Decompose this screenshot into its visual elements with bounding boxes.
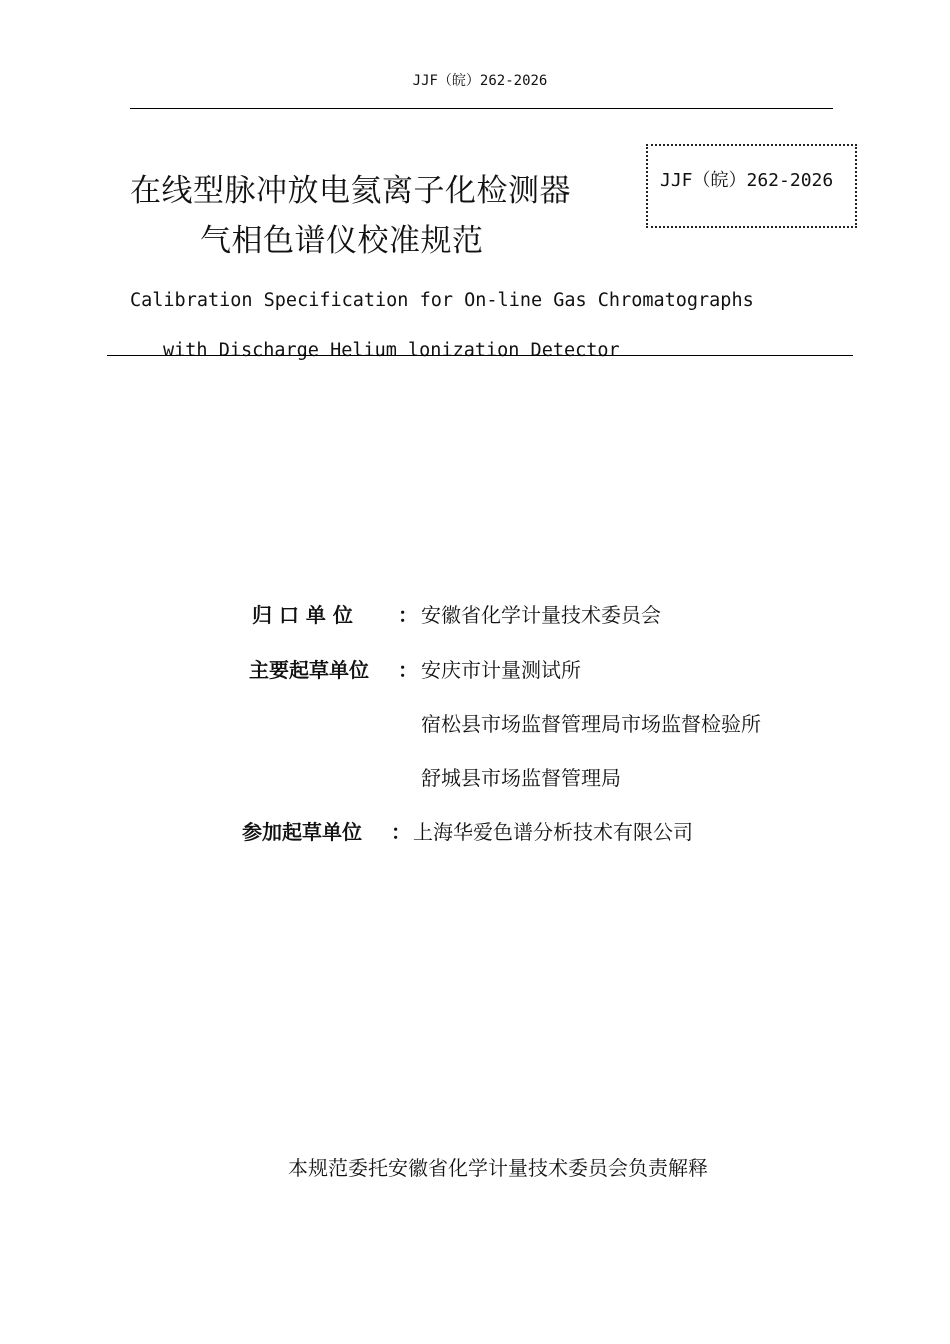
- responsible-unit-colon: ：: [398, 603, 418, 627]
- responsible-unit-row: [0, 601, 950, 631]
- main-drafting-value-1: 安庆市计量测试所: [421, 658, 581, 682]
- header-divider: [130, 108, 833, 109]
- standard-code-box-text: JJF（皖）262-2026: [660, 170, 834, 191]
- english-title: [130, 276, 754, 376]
- header-standard-code: JJF（皖）262-2026: [412, 73, 548, 89]
- chinese-title-line1: 在线型脉冲放电氦离子化检测器: [130, 173, 571, 209]
- main-drafting-value-2: 宿松县市场监督管理局市场监督检验所: [421, 712, 761, 736]
- participating-drafting-row: [0, 818, 950, 848]
- participating-drafting-colon: ：: [391, 820, 411, 844]
- main-drafting-colon: ：: [398, 658, 418, 682]
- title-divider: [107, 355, 853, 356]
- main-drafting-row-2: [0, 710, 950, 740]
- main-drafting-row: [0, 656, 950, 686]
- english-title-line2: with Discharge Helium lonization Detector: [163, 340, 620, 361]
- main-drafting-row-3: [0, 764, 950, 794]
- participating-drafting-value: 上海华爱色谱分析技术有限公司: [413, 820, 693, 844]
- chinese-title-line2: 气相色谱仪校准规范: [200, 223, 484, 259]
- interpretation-note: 本规范委托安徽省化学计量技术委员会负责解释: [288, 1156, 708, 1180]
- responsible-unit-label: 归 口 单 位: [252, 603, 353, 627]
- main-drafting-label: 主要起草单位: [249, 658, 369, 682]
- chinese-title: [130, 166, 571, 266]
- participating-drafting-label: 参加起草单位: [242, 820, 362, 844]
- english-title-line1: Calibration Specification for On-line Gas Chromatographs: [130, 290, 754, 311]
- main-drafting-value-3: 舒城县市场监督管理局: [421, 766, 621, 790]
- standard-code-box: [646, 144, 857, 228]
- responsible-unit-value: 安徽省化学计量技术委员会: [421, 603, 661, 627]
